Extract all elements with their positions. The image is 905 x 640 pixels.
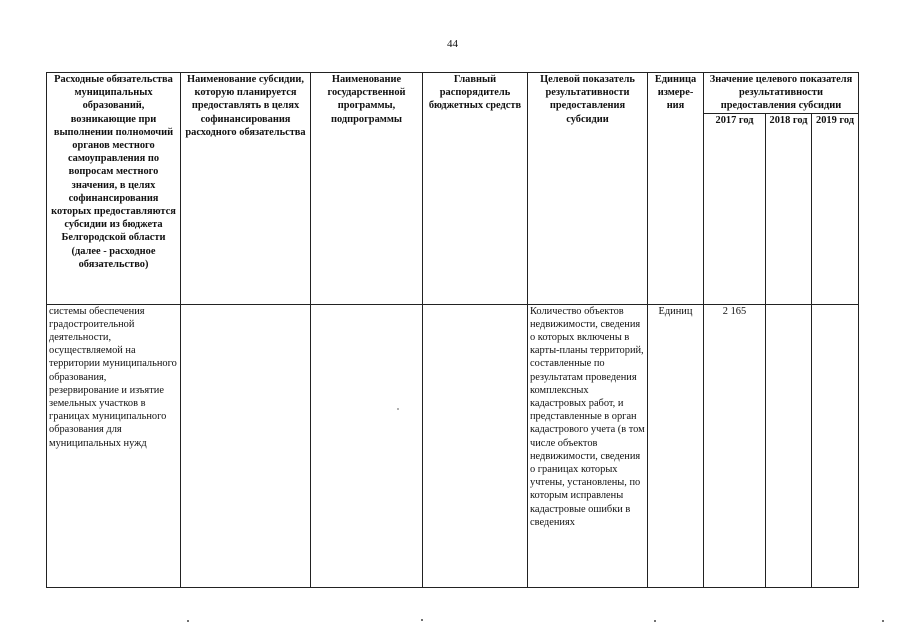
scan-speck <box>187 620 189 622</box>
header-year-2019: 2019 год <box>812 113 859 304</box>
header-year-2017: 2017 год <box>704 113 766 304</box>
cell-subsidy-name <box>181 304 311 587</box>
cell-program <box>311 304 423 587</box>
scan-speck <box>654 620 656 622</box>
header-row <box>47 73 859 114</box>
scan-speck <box>882 620 884 622</box>
header-distributor: Главный распорядитель бюджетных средств <box>423 73 528 305</box>
cell-distributor <box>423 304 528 587</box>
cell-unit: Единиц <box>648 304 704 587</box>
header-indicator: Целевой показатель результативности предоставления субсидии <box>528 73 648 305</box>
page-number: 44 <box>447 38 458 50</box>
header-obligation: Расходные обязательства муниципальных образований, возникающие при выполнении полномочий органов местного самоуправления по вопросам местного значения, в целях софинансирования которых предоставляются субсидии из бюджета Белгородской области (далее - расходное обязательство) <box>47 73 181 305</box>
scan-speck <box>397 408 399 410</box>
cell-value-2018 <box>766 304 812 587</box>
cell-value-2019 <box>812 304 859 587</box>
header-unit: Единица измере-ния <box>648 73 704 305</box>
header-program: Наименование государственной программы, подпрограммы <box>311 73 423 305</box>
header-year-2018: 2018 год <box>766 113 812 304</box>
scan-speck <box>421 619 423 621</box>
cell-value-2017: 2 165 <box>704 304 766 587</box>
cell-obligation: системы обеспечения градостроительной деятельности, осуществляемой на территории муниципального образования, резервирование и изъятие земельных участков в границах муниципального образования для муниципальных нужд <box>47 304 181 587</box>
table-row <box>47 304 859 587</box>
header-value: Значение целевого показателя результативности предоставления субсидии <box>704 73 859 114</box>
subsidy-table <box>46 72 859 588</box>
cell-indicator: Количество объектов недвижимости, сведения о которых включены в карты-планы территорий, составленные по результатам проведения комплексных кадастровых работ, и представленные в орган кадастрового учета (в том числе объектов недвижимости, сведения о границах которых учтены, установлены, по которым исправлены кадастровые ошибки в сведениях <box>528 304 648 587</box>
header-subsidy-name: Наименование субсидии, которую планируется предоставлять в целях софинансирования расходного обязательства <box>181 73 311 305</box>
